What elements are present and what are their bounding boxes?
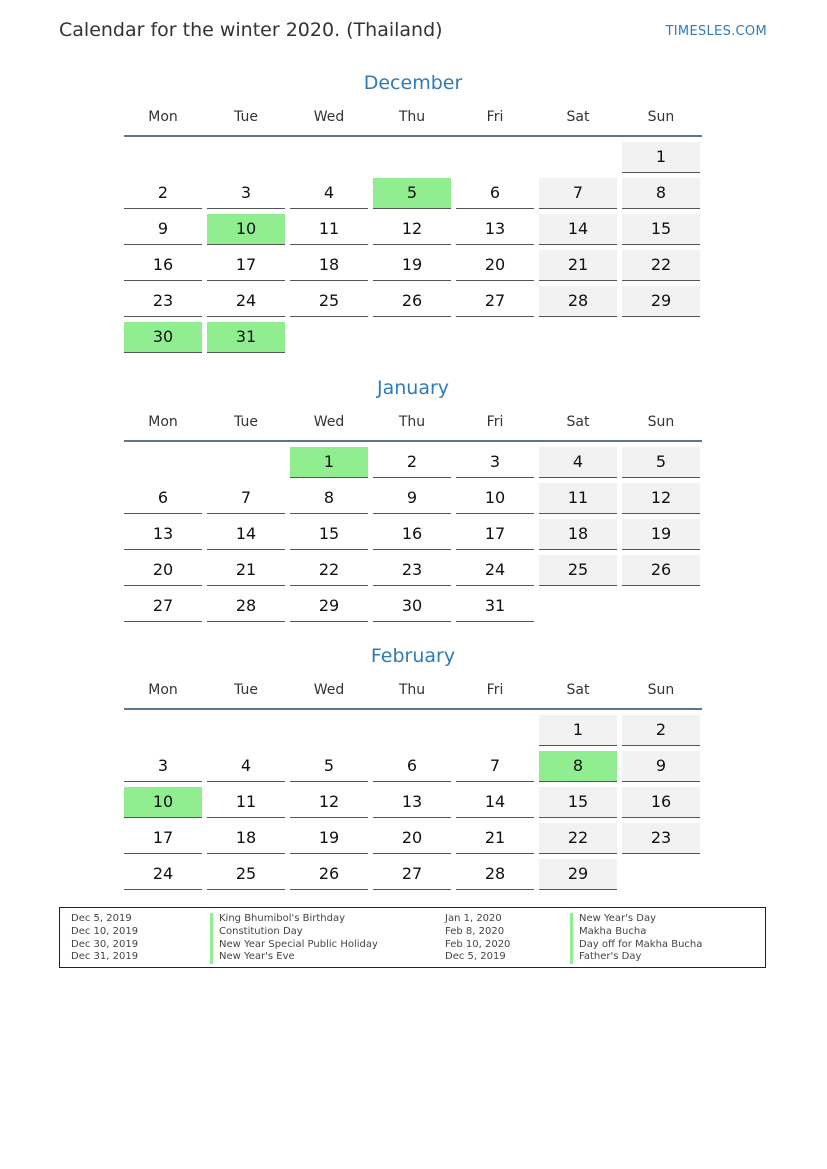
day-cell[interactable]: 7 bbox=[539, 178, 617, 209]
day-cell[interactable]: 25 bbox=[539, 555, 617, 586]
legend-date: Feb 8, 2020 bbox=[445, 925, 505, 937]
day-cell[interactable]: 26 bbox=[290, 859, 368, 890]
day-cell[interactable]: 12 bbox=[290, 787, 368, 818]
day-cell[interactable]: 10 bbox=[456, 483, 534, 514]
month-january bbox=[124, 375, 702, 622]
day-cell[interactable]: 15 bbox=[622, 214, 700, 245]
day-cell[interactable]: 9 bbox=[373, 483, 451, 514]
day-cell[interactable]: 12 bbox=[622, 483, 700, 514]
weekday-label: Sat bbox=[566, 109, 590, 125]
day-cell[interactable]: 25 bbox=[207, 859, 285, 890]
weekday-label: Tue bbox=[234, 109, 258, 125]
day-cell[interactable]: 4 bbox=[207, 751, 285, 782]
day-cell[interactable]: 11 bbox=[539, 483, 617, 514]
empty-cell bbox=[124, 142, 202, 173]
day-cell[interactable]: 6 bbox=[124, 483, 202, 514]
day-cell[interactable]: 4 bbox=[290, 178, 368, 209]
legend-names-left bbox=[210, 913, 378, 964]
weekday-label: Mon bbox=[148, 414, 178, 430]
holiday-day-cell[interactable]: 5 bbox=[373, 178, 451, 209]
days-grid bbox=[124, 142, 702, 353]
day-cell[interactable]: 29 bbox=[622, 286, 700, 317]
weekday-label: Wed bbox=[313, 682, 345, 698]
month-december bbox=[124, 70, 702, 353]
day-cell[interactable]: 19 bbox=[622, 519, 700, 550]
days-grid bbox=[124, 447, 702, 622]
empty-cell bbox=[290, 715, 368, 746]
day-cell[interactable]: 21 bbox=[539, 250, 617, 281]
day-cell[interactable]: 21 bbox=[456, 823, 534, 854]
legend-date: Dec 10, 2019 bbox=[71, 925, 139, 937]
legend-holiday-name: Father's Day bbox=[570, 951, 702, 964]
legend-holiday-name: King Bhumibol's Birthday bbox=[210, 913, 378, 926]
day-cell[interactable]: 18 bbox=[539, 519, 617, 550]
day-cell[interactable]: 27 bbox=[373, 859, 451, 890]
legend-date: Dec 5, 2019 bbox=[445, 951, 506, 963]
legend-holiday-name: Day off for Makha Bucha bbox=[570, 939, 702, 952]
day-cell[interactable]: 16 bbox=[622, 787, 700, 818]
day-cell[interactable]: 3 bbox=[207, 178, 285, 209]
weekday-label: Fri bbox=[486, 682, 504, 698]
day-cell[interactable]: 20 bbox=[124, 555, 202, 586]
day-cell[interactable]: 24 bbox=[124, 859, 202, 890]
weekday-label: Wed bbox=[313, 414, 345, 430]
day-cell[interactable]: 11 bbox=[290, 214, 368, 245]
weekday-label: Fri bbox=[486, 414, 504, 430]
day-cell[interactable]: 13 bbox=[456, 214, 534, 245]
day-cell[interactable]: 26 bbox=[373, 286, 451, 317]
day-cell[interactable]: 28 bbox=[456, 859, 534, 890]
day-cell[interactable]: 23 bbox=[622, 823, 700, 854]
day-cell[interactable]: 22 bbox=[290, 555, 368, 586]
weekday-header bbox=[124, 99, 702, 137]
legend-holiday-name: New Year's Eve bbox=[210, 951, 378, 964]
weekday-label: Thu bbox=[398, 414, 426, 430]
month-name: January bbox=[376, 377, 450, 399]
weekday-label: Sat bbox=[566, 414, 590, 430]
day-cell[interactable]: 12 bbox=[373, 214, 451, 245]
day-cell[interactable]: 13 bbox=[124, 519, 202, 550]
day-cell[interactable]: 15 bbox=[539, 787, 617, 818]
day-cell[interactable]: 13 bbox=[373, 787, 451, 818]
weekday-label: Thu bbox=[398, 682, 426, 698]
day-cell[interactable]: 1 bbox=[622, 142, 700, 173]
holiday-day-cell[interactable]: 1 bbox=[290, 447, 368, 478]
weekday-label: Thu bbox=[398, 109, 426, 125]
day-cell[interactable]: 17 bbox=[207, 250, 285, 281]
empty-cell bbox=[373, 715, 451, 746]
day-cell[interactable]: 9 bbox=[124, 214, 202, 245]
day-cell[interactable]: 1 bbox=[539, 715, 617, 746]
weekday-label: Sat bbox=[566, 682, 590, 698]
day-cell[interactable]: 8 bbox=[622, 178, 700, 209]
day-cell[interactable]: 4 bbox=[539, 447, 617, 478]
legend-dates-right bbox=[445, 913, 510, 964]
weekday-label: Mon bbox=[148, 682, 178, 698]
empty-cell bbox=[456, 142, 534, 173]
holiday-day-cell[interactable]: 30 bbox=[124, 322, 202, 353]
holiday-day-cell[interactable]: 8 bbox=[539, 751, 617, 782]
brand-link[interactable]: TIMESLES.COM bbox=[665, 24, 767, 39]
day-cell[interactable]: 22 bbox=[539, 823, 617, 854]
day-cell[interactable]: 29 bbox=[539, 859, 617, 890]
day-cell[interactable]: 18 bbox=[207, 823, 285, 854]
day-cell[interactable]: 6 bbox=[373, 751, 451, 782]
empty-cell bbox=[124, 447, 202, 478]
day-cell[interactable]: 27 bbox=[124, 591, 202, 622]
holiday-legend bbox=[59, 907, 766, 968]
legend-names-right bbox=[570, 913, 702, 964]
empty-cell bbox=[539, 142, 617, 173]
day-cell[interactable]: 19 bbox=[290, 823, 368, 854]
month-february bbox=[124, 643, 702, 890]
day-cell[interactable]: 28 bbox=[539, 286, 617, 317]
day-cell[interactable]: 19 bbox=[373, 250, 451, 281]
weekday-label: Sun bbox=[647, 414, 675, 430]
legend-date: Dec 30, 2019 bbox=[71, 938, 139, 950]
weekday-label: Wed bbox=[313, 109, 345, 125]
empty-cell bbox=[456, 715, 534, 746]
day-cell[interactable]: 16 bbox=[124, 250, 202, 281]
day-cell[interactable]: 11 bbox=[207, 787, 285, 818]
legend-holiday-name: New Year Special Public Holiday bbox=[210, 939, 378, 952]
day-cell[interactable]: 3 bbox=[124, 751, 202, 782]
holiday-day-cell[interactable]: 10 bbox=[207, 214, 285, 245]
empty-cell bbox=[207, 715, 285, 746]
holiday-day-cell[interactable]: 31 bbox=[207, 322, 285, 353]
weekday-header bbox=[124, 404, 702, 442]
holiday-day-cell[interactable]: 10 bbox=[124, 787, 202, 818]
day-cell[interactable]: 14 bbox=[539, 214, 617, 245]
day-cell[interactable]: 7 bbox=[456, 751, 534, 782]
day-cell[interactable]: 14 bbox=[207, 519, 285, 550]
empty-cell bbox=[207, 142, 285, 173]
day-cell[interactable]: 31 bbox=[456, 591, 534, 622]
day-cell[interactable]: 2 bbox=[373, 447, 451, 478]
empty-cell bbox=[207, 447, 285, 478]
day-cell[interactable]: 16 bbox=[373, 519, 451, 550]
day-cell[interactable]: 7 bbox=[207, 483, 285, 514]
page-title: Calendar for the winter 2020. (Thailand) bbox=[59, 19, 443, 41]
day-cell[interactable]: 20 bbox=[373, 823, 451, 854]
day-cell[interactable]: 24 bbox=[207, 286, 285, 317]
legend-date: Feb 10, 2020 bbox=[445, 938, 511, 950]
day-cell[interactable]: 22 bbox=[622, 250, 700, 281]
day-cell[interactable]: 2 bbox=[622, 715, 700, 746]
day-cell[interactable]: 2 bbox=[124, 178, 202, 209]
day-cell[interactable]: 17 bbox=[456, 519, 534, 550]
day-cell[interactable]: 6 bbox=[456, 178, 534, 209]
weekday-label: Fri bbox=[486, 109, 504, 125]
day-cell[interactable]: 27 bbox=[456, 286, 534, 317]
days-grid bbox=[124, 715, 702, 890]
day-cell[interactable]: 26 bbox=[622, 555, 700, 586]
day-cell[interactable]: 14 bbox=[456, 787, 534, 818]
day-cell[interactable]: 23 bbox=[124, 286, 202, 317]
weekday-label: Tue bbox=[234, 414, 258, 430]
day-cell[interactable]: 30 bbox=[373, 591, 451, 622]
day-cell[interactable]: 3 bbox=[456, 447, 534, 478]
weekday-label: Sun bbox=[647, 109, 675, 125]
legend-date: Jan 1, 2020 bbox=[445, 913, 502, 924]
day-cell[interactable]: 20 bbox=[456, 250, 534, 281]
day-cell[interactable]: 8 bbox=[290, 483, 368, 514]
legend-holiday-name: Constitution Day bbox=[210, 926, 378, 939]
legend-date: Dec 31, 2019 bbox=[71, 951, 139, 963]
month-name: February bbox=[370, 645, 456, 667]
legend-date: Dec 5, 2019 bbox=[71, 913, 132, 924]
day-cell[interactable]: 23 bbox=[373, 555, 451, 586]
day-cell[interactable]: 28 bbox=[207, 591, 285, 622]
weekday-label: Tue bbox=[234, 682, 258, 698]
day-cell[interactable]: 15 bbox=[290, 519, 368, 550]
day-cell[interactable]: 9 bbox=[622, 751, 700, 782]
legend-holiday-name: Makha Bucha bbox=[570, 926, 702, 939]
empty-cell bbox=[124, 715, 202, 746]
day-cell[interactable]: 5 bbox=[622, 447, 700, 478]
day-cell[interactable]: 29 bbox=[290, 591, 368, 622]
legend-dates-left bbox=[71, 913, 138, 964]
day-cell[interactable]: 24 bbox=[456, 555, 534, 586]
weekday-header bbox=[124, 672, 702, 710]
empty-cell bbox=[373, 142, 451, 173]
empty-cell bbox=[290, 142, 368, 173]
weekday-label: Sun bbox=[647, 682, 675, 698]
day-cell[interactable]: 25 bbox=[290, 286, 368, 317]
day-cell[interactable]: 18 bbox=[290, 250, 368, 281]
day-cell[interactable]: 5 bbox=[290, 751, 368, 782]
day-cell[interactable]: 21 bbox=[207, 555, 285, 586]
month-name: December bbox=[363, 72, 463, 94]
legend-holiday-name: New Year's Day bbox=[570, 913, 702, 926]
day-cell[interactable]: 17 bbox=[124, 823, 202, 854]
weekday-label: Mon bbox=[148, 109, 178, 125]
